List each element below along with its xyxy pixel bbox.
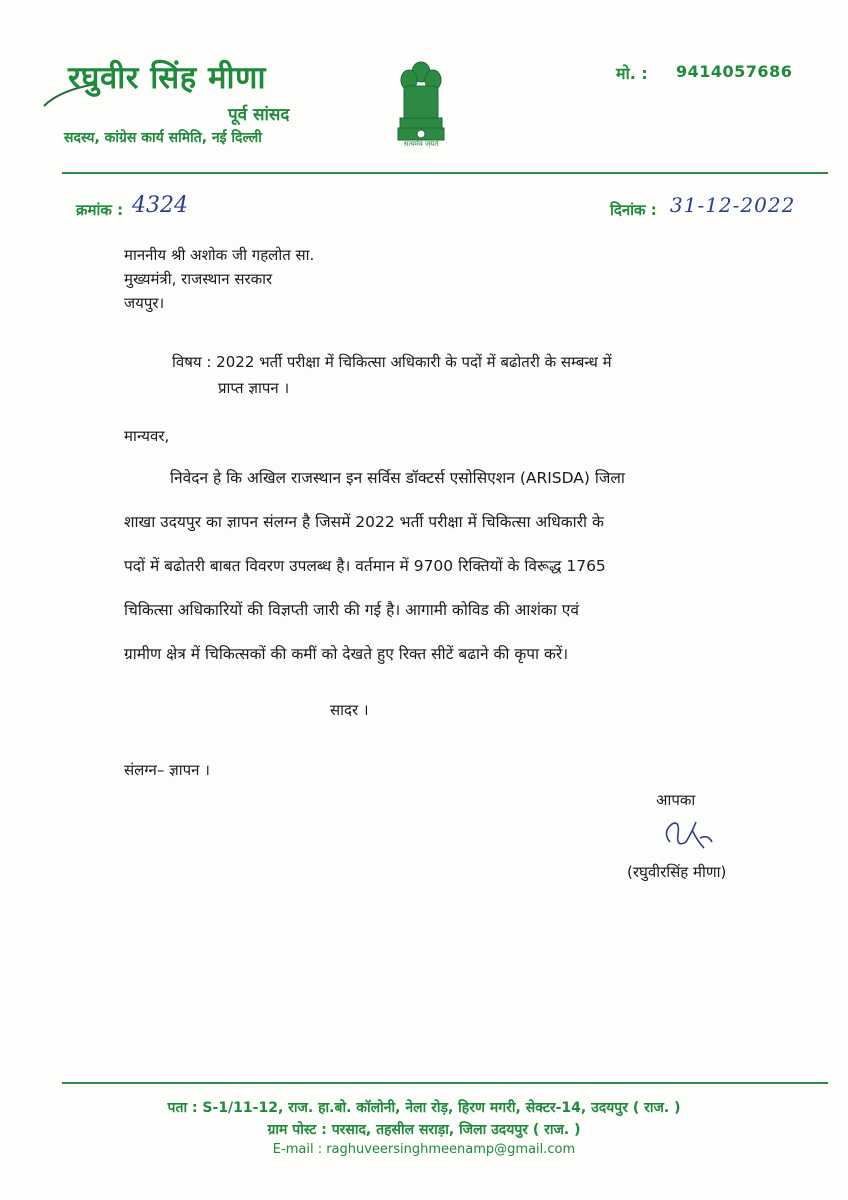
body-line-3: पदों में बढोतरी बाबत विवरण उपलब्ध है। वर्तमान में 9700 रिक्तियों के विरूद्ध 1765 xyxy=(124,557,606,575)
reference-label: क्रमांक : xyxy=(76,201,124,219)
addressee-line-2: मुख्यमंत्री, राजस्थान सरकार xyxy=(124,270,273,288)
signoff-yours: आपका xyxy=(656,791,696,809)
subject-line-1: विषय : 2022 भर्ती परीक्षा में चिकित्सा अधिकारी के पदों में बढोतरी के सम्बन्ध में xyxy=(172,353,612,371)
salutation: मान्यवर, xyxy=(124,427,170,445)
signer-name: (रघुवीरसिंह मीणा) xyxy=(627,863,727,881)
footer-divider xyxy=(62,1082,828,1084)
mobile-number: 9414057686 xyxy=(676,62,793,81)
footer-address: पता : S-1/11-12, राज. हा.बो. कॉलोनी, नेला रोड़, हिरण मगरी, सेक्टर-14, उदयपुर ( राज. ) xyxy=(167,1100,681,1116)
date-value: 31-12-2022 xyxy=(670,193,796,217)
addressee-line-1: माननीय श्री अशोक जी गहलोत सा. xyxy=(124,246,315,264)
body-line-2: शाखा उदयपुर का ज्ञापन संलग्न है जिसमें 2022 भर्ती परीक्षा में चिकित्सा अधिकारी के xyxy=(124,513,604,531)
handwritten-signature-icon xyxy=(652,812,722,862)
addressee-line-3: जयपुर। xyxy=(124,294,165,312)
sender-name: रघुवीर सिंह मीणा xyxy=(68,60,266,96)
body-line-5: ग्रामीण क्षेत्र में चिकित्सकों की कमीं को देखते हुए रिक्त सीटें बढाने की कृपा करें। xyxy=(124,645,569,663)
header-divider xyxy=(62,172,828,174)
closing: सादर । xyxy=(330,701,369,719)
reference-number: 4324 xyxy=(132,193,188,218)
date-label: दिनांक : xyxy=(610,201,657,219)
sender-membership: सदस्य, कांग्रेस कार्य समिति, नई दिल्ली xyxy=(64,130,262,146)
body-line-1: निवेदन हे कि अखिल राजस्थान इन सर्विस डॉक्टर्स एसोसिएशन (ARISDA) जिला xyxy=(170,469,625,487)
sender-designation: पूर्व सांसद xyxy=(228,105,290,125)
body-line-4: चिकित्सा अधिकारियों की विज्ञप्ती जारी की गई है। आगामी कोविड की आशंका एवं xyxy=(124,601,579,619)
footer-village: ग्राम पोस्ट : परसाद, तहसील सराड़ा, जिला उदयपुर ( राज. ) xyxy=(267,1122,581,1138)
mobile-label: मो. : xyxy=(616,64,648,83)
subject-line-2: प्राप्त ज्ञापन । xyxy=(218,379,290,397)
footer-email: E-mail : raghuveersinghmeenamp@gmail.com xyxy=(272,1142,576,1157)
enclosure-note: संलग्न– ज्ञापन । xyxy=(124,761,210,779)
emblem-motto: सत्यमेव जयते xyxy=(403,140,439,148)
